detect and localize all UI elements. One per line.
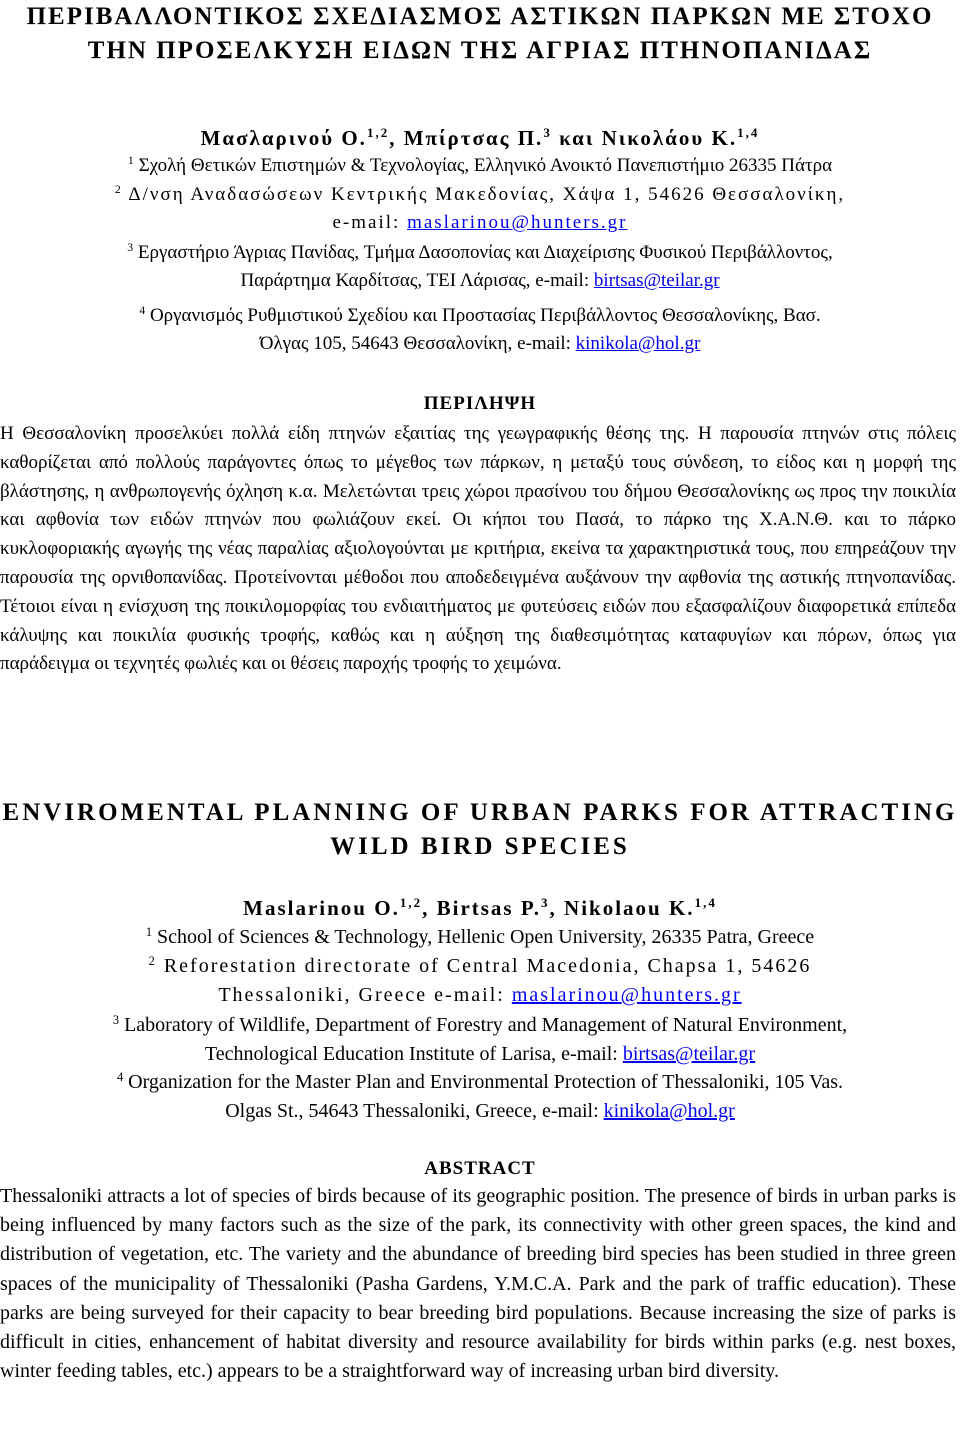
- author-name: Nikolaou K.: [564, 896, 695, 920]
- affiliation-number: 4: [116, 1069, 124, 1084]
- author-affiliation-marker: 1,4: [694, 895, 717, 911]
- greek-abstract-body: Η Θεσσαλονίκη προσελκύει πολλά είδη πτηνών εξαιτίας της γεωγραφικής θέσης της. Η παρουσία πτηνών στις πόλεις καθορίζεται από πολλούς παράγοντες όπως το μέγεθος των πάρκων, η μεταξύ τους σύνδεση, το είδος και η μορφή της βλάστησης, η ανθρωπογενής όχληση κ.α. Μελετώνται τρεις χώροι πρασίνου του δήμου Θεσσαλονίκης ως προς την ποικιλία και αφθονία των ειδών πτηνών που φωλιάζουν εκεί. Οι κήποι του Πασά, το πάρκο της Χ.Α.Ν.Θ. και το πάρκο κυκλοφοριακής αγωγής της νέας παραλίας αξιολογούνται με κριτήρια, εκείνα τα χαρακτηριστικά τους, που επηρεάζουν την παρουσία της ορνιθοπανίδας. Προτείνονται μέθοδοι που αποδεδειγμένα αυξάνουν την αφθονία της αστικής πτηνοπανίδας. Τέτοιοι είναι η ενίσχυση της ποικιλομορφίας του ενδιαιτήματος με φυτεύσεις ειδών που εξασφαλίζουν διαφορετικά επίπεδα κάλυψης και ποικιλία φυσικής τροφής, καθώς και η αύξηση της διαθεσιμότητας καταφυγίων και πόρων, όπως για παράδειγμα οι τεχνητές φωλιές και οι θέσεις παροχής τροφής το χειμώνα.: [0, 423, 956, 675]
- affiliation-text: Όλγας 105, 54643 Θεσσαλονίκη, e-mail:: [259, 333, 576, 354]
- author-name: Μασλαρινού Ο.: [200, 126, 367, 150]
- affiliation-text: Σχολή Θετικών Επιστημών & Τεχνολογίας, Ελληνικό Ανοικτό Πανεπιστήμιο 26335 Πάτρα: [138, 155, 833, 176]
- affiliation-number: 3: [112, 1012, 120, 1027]
- author-separator: ,: [549, 896, 565, 920]
- author-affiliation-marker: 1,2: [366, 125, 390, 141]
- affiliation-text: Παράρτημα Καρδίτσας, ΤΕΙ Λάρισας, e-mail:: [240, 270, 594, 291]
- affiliation-text: Δ/νση Αναδασώσεων Κεντρικής Μακεδονίας, Χάψα 1, 54626 Θεσσαλονίκη,: [128, 184, 846, 205]
- author-separator: και: [551, 126, 602, 150]
- affiliation-number: 1: [127, 153, 134, 167]
- author-name: Μπίρτσας Π.: [403, 126, 544, 150]
- english-affiliation-2: [0, 952, 960, 1010]
- english-abstract-body: Thessaloniki attracts a lot of species of birds because of its geographic position. The presence of birds in urban parks is being influenced by many factors such as the size of the park, its connectivity with other green spaces, the kind and distribution of vegetation, etc. The variety and the abundance of breeding bird species has been studied in three green spaces of the municipality of Thessaloniki (Pasha Gardens, Y.M.C.A. Park and the park of traffic education). These parks are being surveyed for their capacity to bear breeding bird populations. Because increasing the size of parks is difficult in cities, enhancement of habitat diversity and resource availability for birds within parks (e.g. nest boxes, winter feeding tables, etc.) appears to be a straightforward way of increasing urban bird diversity.: [0, 1185, 956, 1383]
- author-separator: ,: [422, 896, 437, 920]
- author-affiliation-marker: 3: [543, 125, 552, 141]
- english-abstract-heading: ABSTRACT: [424, 1158, 536, 1179]
- author-name: Birtsas P.: [436, 896, 542, 920]
- affiliation-text: Organization for the Master Plan and Environmental Protection of Thessaloniki, 105 Vas.: [128, 1071, 844, 1093]
- email-link[interactable]: kinikola@hol.gr: [575, 333, 701, 354]
- affiliation-number: 2: [148, 953, 157, 968]
- author-separator: ,: [389, 126, 404, 150]
- english-affiliation-4: [0, 1068, 960, 1126]
- greek-authors: [0, 124, 960, 152]
- english-affiliation-3: [0, 1011, 960, 1069]
- affiliation-text: Οργανισμός Ρυθμιστικού Σχεδίου και Προστασίας Περιβάλλοντος Θεσσαλονίκης, Βασ.: [149, 305, 821, 326]
- greek-affiliation-2: [0, 181, 960, 237]
- greek-affiliation-1: [0, 152, 960, 180]
- author-affiliation-marker: 1,2: [399, 895, 423, 911]
- greek-abstract-heading: ΠΕΡΙΛΗΨΗ: [423, 393, 537, 414]
- affiliation-text: Laboratory of Wildlife, Department of Forestry and Management of Natural Environment,: [124, 1014, 848, 1036]
- author-affiliation-marker: 1,4: [737, 125, 760, 141]
- affiliation-text: e-mail:: [332, 212, 408, 233]
- author-affiliation-marker: 3: [541, 895, 550, 911]
- english-affiliation-1: [0, 923, 960, 952]
- affiliation-text: School of Sciences & Technology, Hellenic Open University, 26335 Patra, Greece: [157, 926, 815, 948]
- email-link[interactable]: maslarinou@hunters.gr: [407, 212, 628, 233]
- email-link[interactable]: birtsas@teilar.gr: [622, 1043, 756, 1065]
- affiliation-text: Thessaloniki, Greece e-mail:: [218, 984, 512, 1006]
- english-title: ENVIROMENTAL PLANNING OF URBAN PARKS FOR ATTRACTING WILD BIRD SPECIES: [2, 799, 958, 860]
- affiliation-number: 1: [145, 924, 153, 939]
- affiliation-text: Εργαστήριο Άγριας Πανίδας, Τμήμα Δασοπονίας και Διαχείρισης Φυσικού Περιβάλλοντος,: [137, 242, 833, 263]
- email-link[interactable]: kinikola@hol.gr: [603, 1100, 735, 1122]
- affiliation-text: Technological Education Institute of Larisa, e-mail:: [204, 1043, 623, 1065]
- greek-title: ΠΕΡΙΒΑΛΛΟΝΤΙΚΟΣ ΣΧΕΔΙΑΣΜΟΣ ΑΣΤΙΚΩΝ ΠΑΡΚΩΝ ΜΕ ΣΤΟΧΟ ΤΗΝ ΠΡΟΣΕΛΚΥΣΗ ΕΙΔΩΝ ΤΗΣ ΑΓΡΙΑΣ ΠΤΗΝΟΠΑΝΙΔΑΣ: [26, 3, 934, 64]
- email-link[interactable]: birtsas@teilar.gr: [593, 270, 720, 291]
- affiliation-text: Olgas St., 54643 Thessaloniki, Greece, e-mail:: [225, 1100, 604, 1122]
- affiliation-number: 3: [127, 240, 134, 254]
- affiliation-number: 4: [139, 303, 146, 317]
- affiliation-number: 2: [114, 182, 123, 196]
- greek-affiliation-4: [0, 302, 960, 358]
- author-name: Maslarinou O.: [243, 896, 400, 920]
- greek-affiliation-3: [0, 239, 960, 295]
- author-name: Νικολάου Κ.: [601, 126, 738, 150]
- affiliation-text: Reforestation directorate of Central Macedonia, Chapsa 1, 54626: [163, 955, 812, 977]
- english-authors: [0, 894, 960, 922]
- email-link[interactable]: maslarinou@hunters.gr: [511, 984, 742, 1006]
